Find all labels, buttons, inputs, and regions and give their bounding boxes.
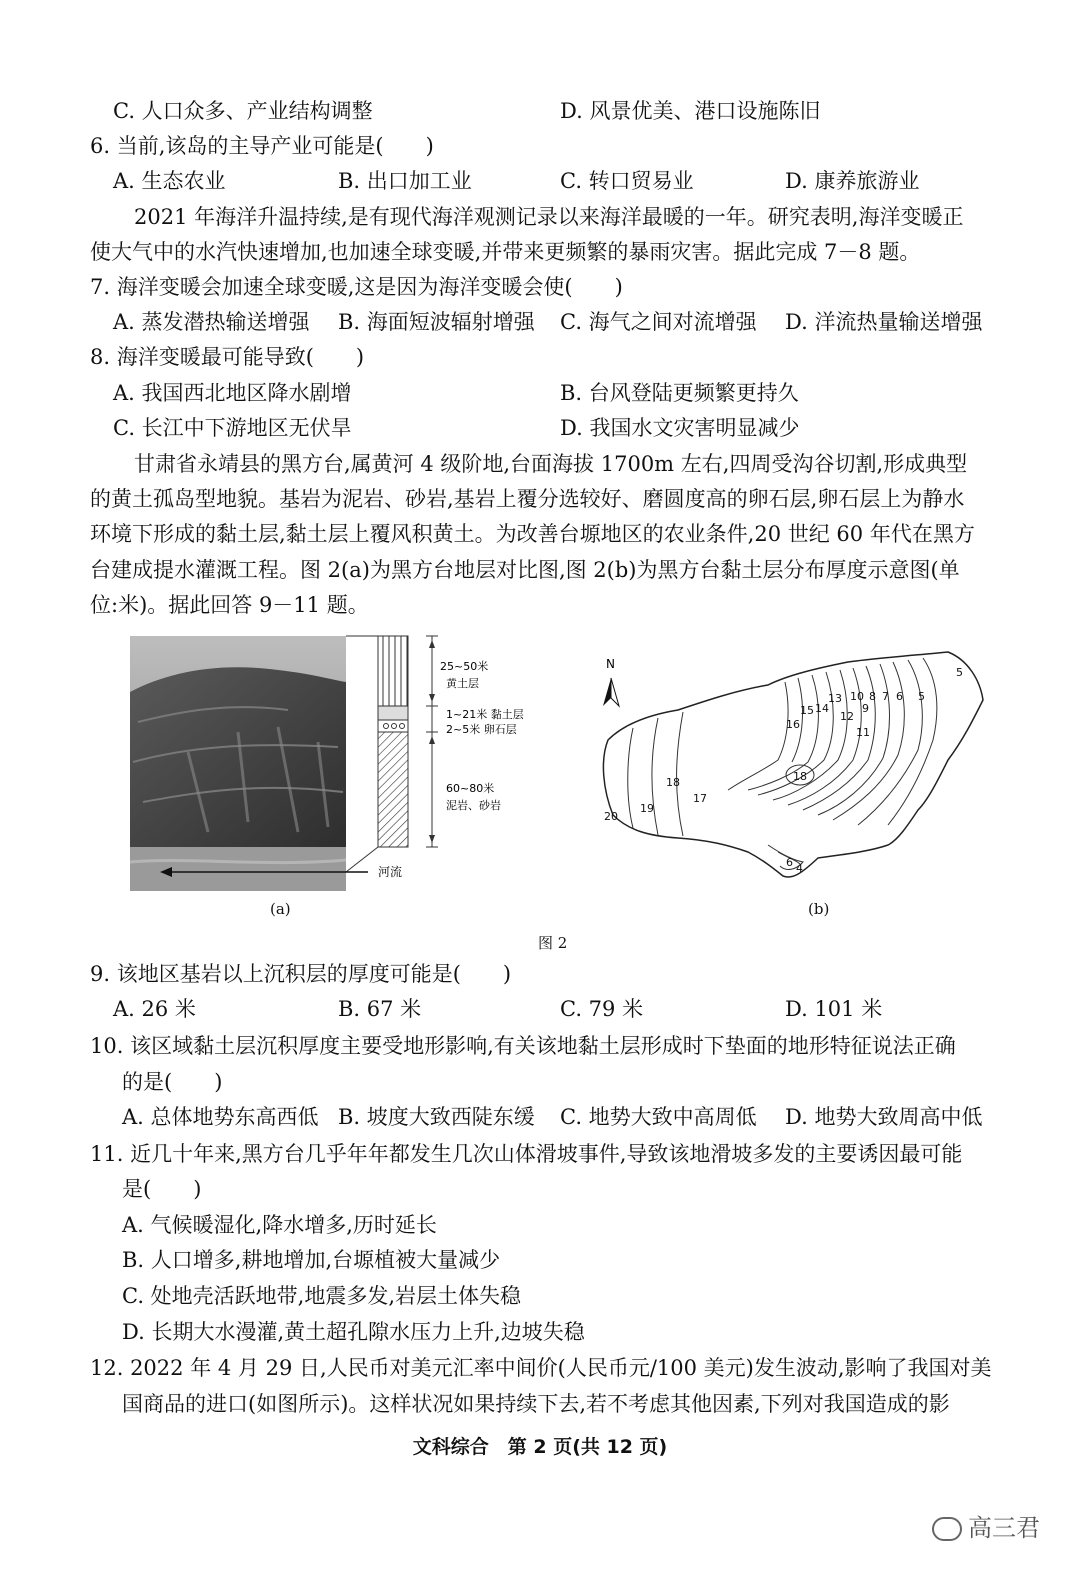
q11-option-b: B. 人口增多,耕地增加,台塬植被大量减少 — [122, 1248, 501, 1272]
q9-option-c: C. 79 米 — [560, 997, 644, 1021]
svg-text:14: 14 — [815, 702, 829, 715]
svg-text:4: 4 — [796, 862, 803, 875]
svg-text:11: 11 — [856, 726, 870, 739]
cliff-photo — [130, 636, 346, 891]
q5-option-d: D. 风景优美、港口设施陈旧 — [560, 99, 821, 123]
clay-layer-label: 1~21米 黏土层 — [446, 708, 524, 721]
bedrock-layer-label: 泥岩、砂岩 — [446, 799, 501, 812]
loess-thickness-label: 25~50米 — [440, 660, 489, 673]
q6-option-b: B. 出口加工业 — [338, 169, 472, 193]
q10-stem-line1: 10. 该区域黏土层沉积厚度主要受地形影响,有关该地黏土层形成时下垫面的地形特征说法正确 — [90, 1034, 956, 1058]
svg-text:18: 18 — [666, 776, 680, 789]
svg-text:6: 6 — [786, 856, 793, 869]
para2-line3: 环境下形成的黏土层,黏土层上覆风积黄土。为改善台塬地区的农业条件,20 世纪 60 年代在黑方 — [90, 522, 975, 546]
svg-text:N: N — [606, 657, 615, 671]
figure-title: 图 2 — [538, 934, 568, 952]
q10-option-c: C. 地势大致中高周低 — [560, 1105, 757, 1129]
q10-stem-line2: 的是( ) — [122, 1070, 223, 1094]
q11-option-c: C. 处地壳活跃地带,地震多发,岩层土体失稳 — [122, 1284, 522, 1308]
svg-text:9: 9 — [862, 702, 869, 715]
caption-b: (b) — [808, 900, 830, 918]
q10-option-b: B. 坡度大致西陡东缓 — [338, 1105, 535, 1129]
q6-option-d: D. 康养旅游业 — [785, 169, 920, 193]
svg-text:20: 20 — [604, 810, 618, 823]
para2-line4: 台建成提水灌溉工程。图 2(a)为黑方台地层对比图,图 2(b)为黑方台黏土层分布厚度示意图(单 — [90, 558, 960, 582]
q8-option-a: A. 我国西北地区降水剧增 — [113, 381, 352, 405]
svg-text:16: 16 — [786, 718, 800, 731]
q11-option-d: D. 长期大水漫灌,黄土超孔隙水压力上升,边坡失稳 — [122, 1320, 585, 1344]
figure-2b-contour-map — [588, 640, 988, 895]
q8-option-d: D. 我国水文灾害明显减少 — [560, 416, 800, 440]
q9-option-a: A. 26 米 — [113, 997, 196, 1021]
svg-text:10: 10 — [850, 690, 864, 703]
q11-option-a: A. 气候暖湿化,降水增多,历时延长 — [122, 1213, 437, 1237]
svg-text:6: 6 — [896, 690, 903, 703]
q6-option-a: A. 生态农业 — [113, 169, 226, 193]
wechat-icon — [932, 1517, 962, 1541]
loess-layer-label: 黄土层 — [446, 677, 479, 690]
q11-stem-line2: 是( ) — [122, 1177, 202, 1201]
q9-option-d: D. 101 米 — [785, 997, 883, 1021]
q7-option-d: D. 洋流热量输送增强 — [785, 310, 983, 334]
svg-text:8: 8 — [869, 690, 876, 703]
q8-stem: 8. 海洋变暖最可能导致( ) — [90, 345, 365, 369]
q9-option-b: B. 67 米 — [338, 997, 422, 1021]
river-label: 河流 — [378, 865, 403, 879]
svg-text:17: 17 — [693, 792, 707, 805]
svg-text:7: 7 — [882, 690, 889, 703]
q6-option-c: C. 转口贸易业 — [560, 169, 694, 193]
q10-option-a: A. 总体地势东高西低 — [122, 1105, 319, 1129]
q12-line1: 12. 2022 年 4 月 29 日,人民币对美元汇率中间价(人民币元/100 美元)发生波动,影响了我国对美 — [90, 1356, 992, 1380]
svg-text:12: 12 — [840, 710, 854, 723]
svg-text:15: 15 — [800, 704, 814, 717]
svg-text:13: 13 — [828, 692, 842, 705]
para1-line2: 使大气中的水汽快速增加,也加速全球变暖,并带来更频繁的暴雨灾害。据此完成 7－8 题。 — [90, 240, 921, 264]
watermark — [932, 1508, 1040, 1543]
para2-line5: 位:米)。据此回答 9－11 题。 — [90, 593, 369, 617]
q9-stem: 9. 该地区基岩以上沉积层的厚度可能是( ) — [90, 962, 512, 986]
q7-stem: 7. 海洋变暖会加速全球变暖,这是因为海洋变暖会使( ) — [90, 275, 623, 299]
strata-column — [378, 636, 408, 847]
q7-option-a: A. 蒸发潜热输送增强 — [113, 310, 310, 334]
gravel-layer-label: 2~5米 卵石层 — [446, 723, 517, 736]
q12-line2: 国商品的进口(如图所示)。这样状况如果持续下去,若不考虑其他因素,下列对我国造成的影 — [122, 1392, 950, 1416]
north-arrow-icon — [603, 657, 619, 706]
q5-option-c: C. 人口众多、产业结构调整 — [113, 99, 373, 123]
q6-stem: 6. 当前,该岛的主导产业可能是( ) — [90, 134, 434, 158]
q7-option-c: C. 海气之间对流增强 — [560, 310, 757, 334]
q7-option-b: B. 海面短波辐射增强 — [338, 310, 535, 334]
q8-option-b: B. 台风登陆更频繁更持久 — [560, 381, 799, 405]
q8-option-c: C. 长江中下游地区无伏旱 — [113, 416, 352, 440]
bedrock-thickness-label: 60~80米 — [446, 782, 495, 795]
svg-text:5: 5 — [956, 666, 963, 679]
page-footer: 文科综合 第 2 页(共 12 页) — [412, 1436, 668, 1458]
watermark-text: 高三君 — [968, 1514, 1040, 1542]
figure-2a — [128, 632, 528, 897]
svg-text:19: 19 — [640, 802, 654, 815]
para2-line2: 的黄土孤岛型地貌。基岩为泥岩、砂岩,基岩上覆分选较好、磨圆度高的卵石层,卵石层上为静水 — [90, 487, 965, 511]
para1-line1: 2021 年海洋升温持续,是有现代海洋观测记录以来海洋最暖的一年。研究表明,海洋变暖正 — [134, 205, 964, 229]
svg-text:18: 18 — [793, 770, 807, 783]
svg-text:5: 5 — [918, 690, 925, 703]
para2-line1: 甘肃省永靖县的黑方台,属黄河 4 级阶地,台面海拔 1700m 左右,四周受沟谷切割,形成典型 — [134, 452, 968, 476]
q11-stem-line1: 11. 近几十年来,黑方台几乎年年都发生几次山体滑坡事件,导致该地滑坡多发的主要诱因最可能 — [90, 1142, 963, 1166]
caption-a: (a) — [270, 900, 291, 918]
q10-option-d: D. 地势大致周高中低 — [785, 1105, 983, 1129]
